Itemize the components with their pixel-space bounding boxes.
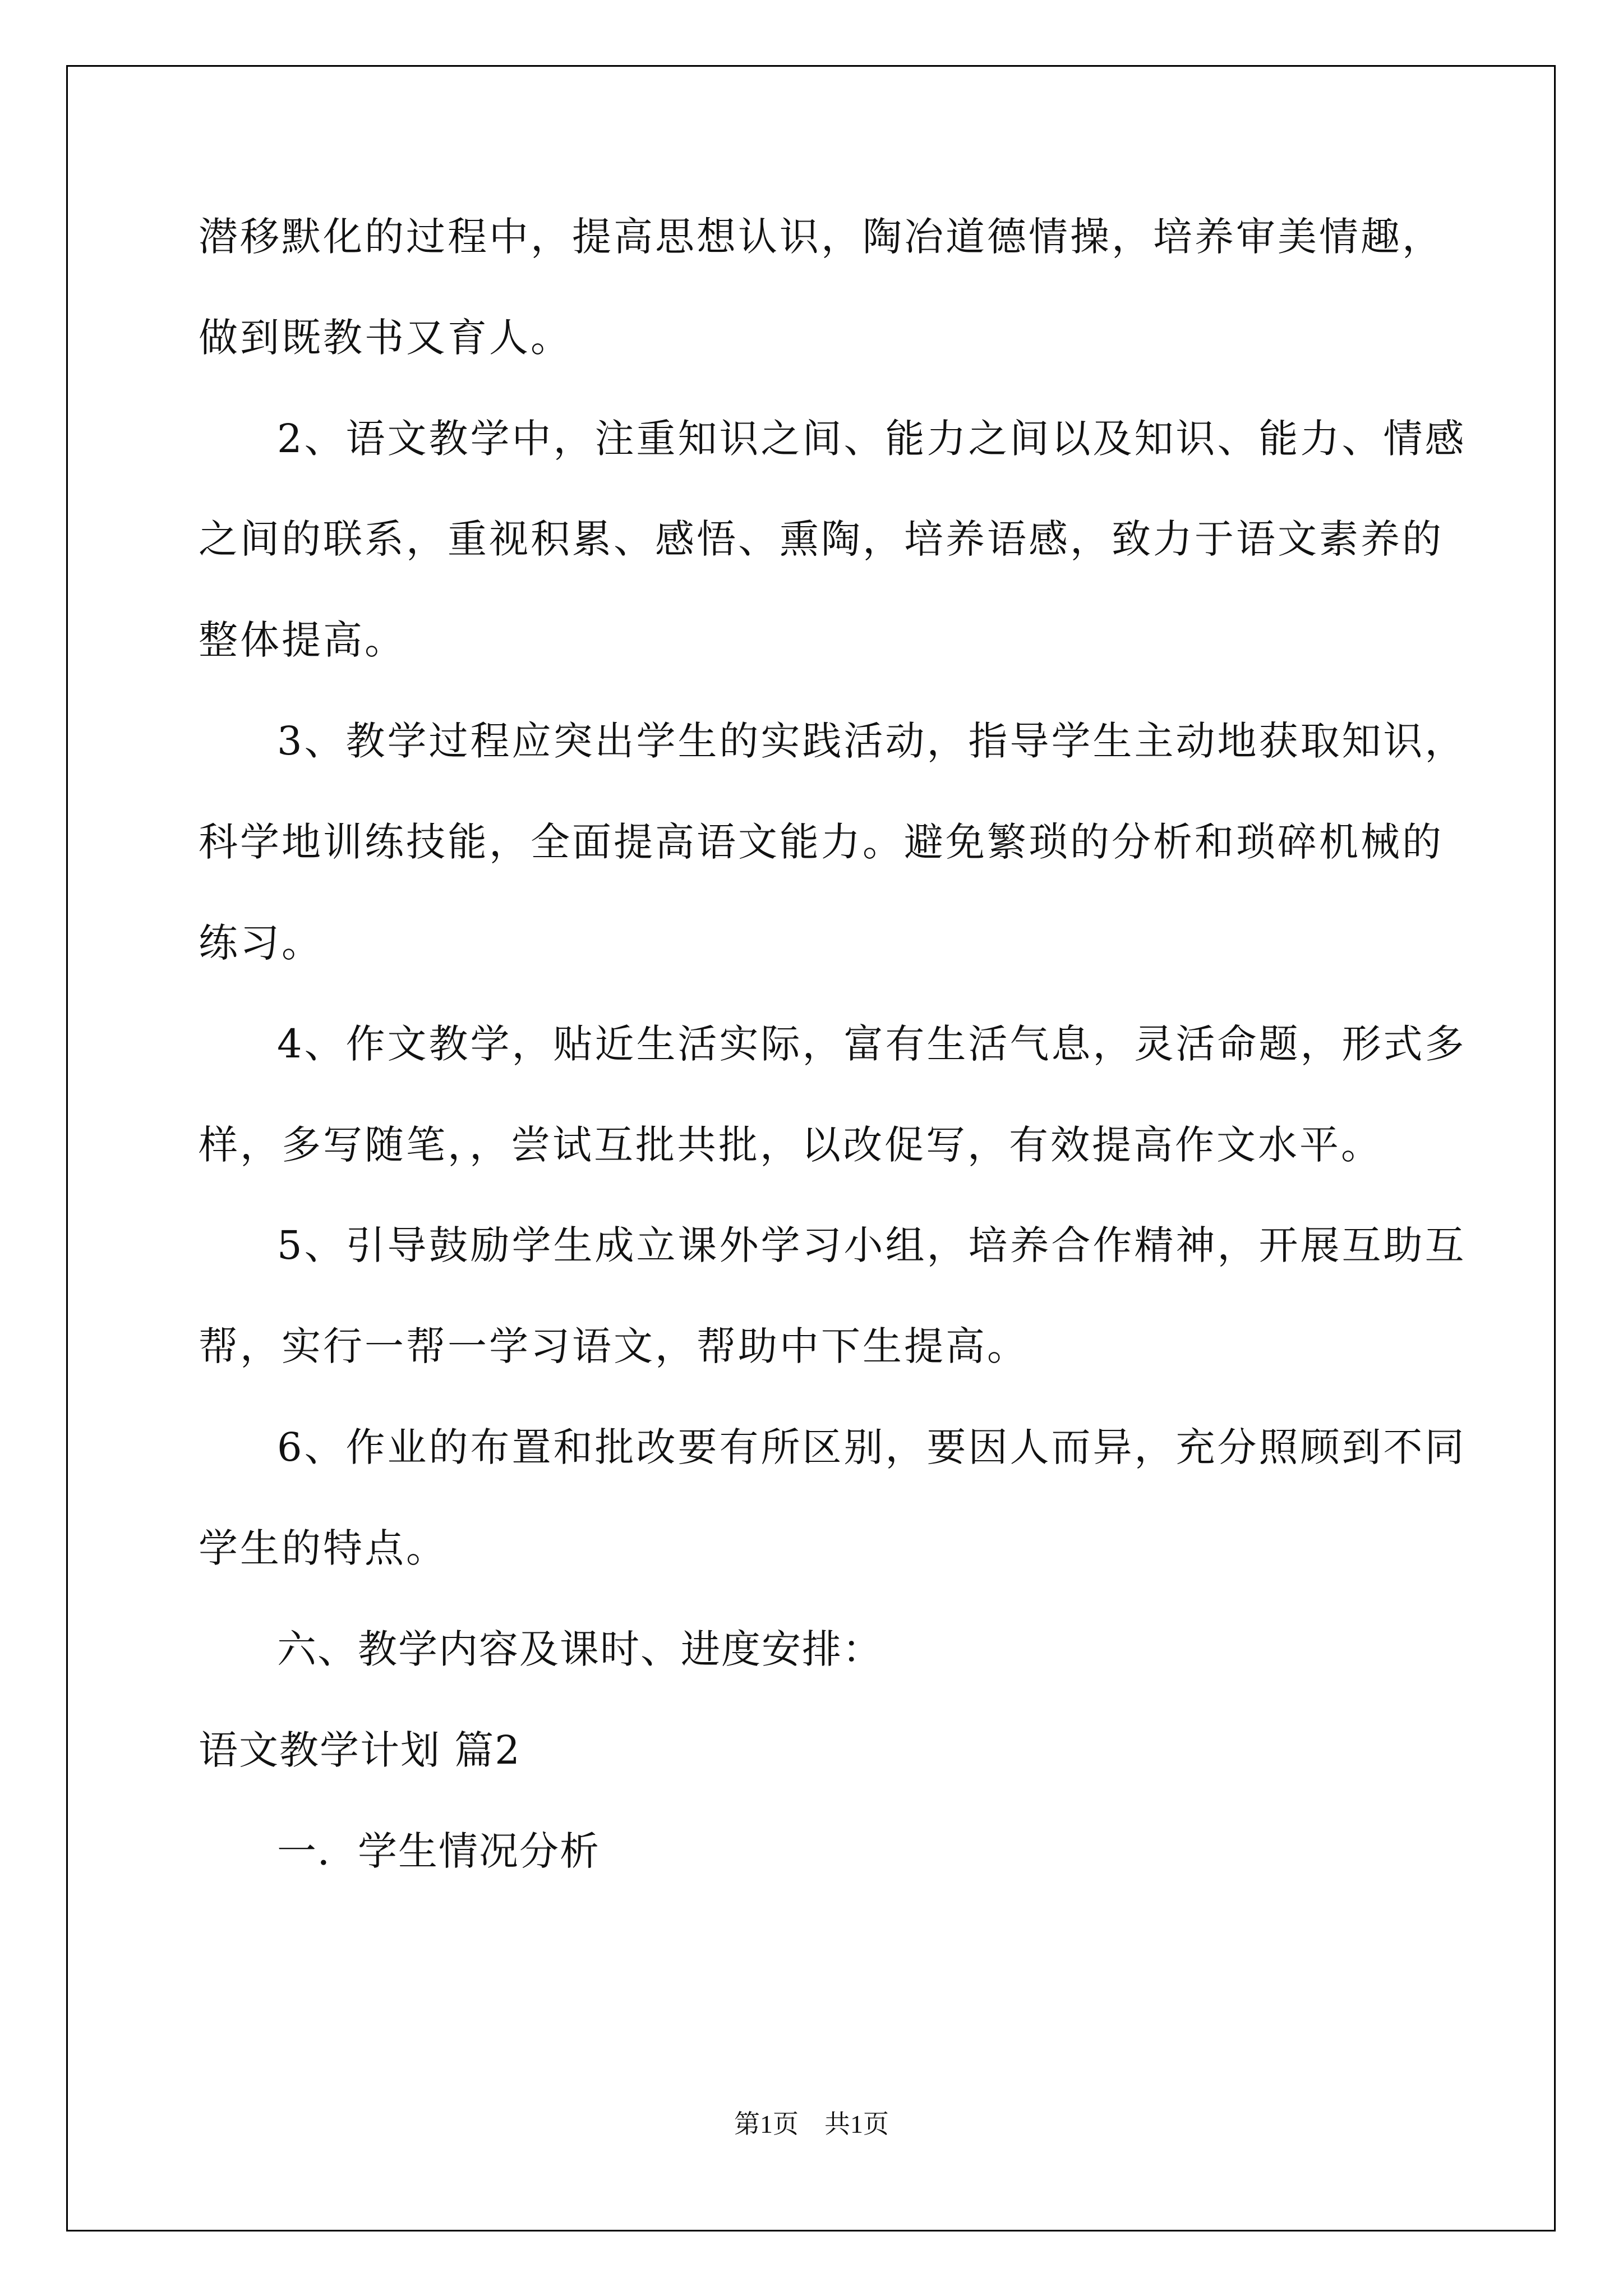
paragraph-5-line-1: 5、引导鼓励学生成立课外学习小组，培养合作精神，开展互助互 xyxy=(277,1222,1467,1268)
section-heading-student-analysis: 一．学生情况分析 xyxy=(277,1828,600,1874)
paragraph-2-line-1: 2、语文教学中，注重知识之间、能力之间以及知识、能力、情感 xyxy=(277,416,1467,462)
document-title-part-2: 语文教学计划 篇2 xyxy=(199,1727,521,1773)
paragraph-4-line-2: 样，多写随笔，，尝试互批共批，以改促写，有效提高作文水平。 xyxy=(199,1122,1382,1168)
paragraph-3-line-2: 科学地训练技能，全面提高语文能力。避免繁琐的分析和琐碎机械的 xyxy=(199,819,1444,865)
paragraph-2-line-3: 整体提高。 xyxy=(199,617,406,663)
paragraph-3-line-3: 练习。 xyxy=(199,920,323,966)
paragraph-5-line-2: 帮，实行一帮一学习语文，帮助中下生提高。 xyxy=(199,1323,1029,1369)
paragraph-1-line-2: 做到既教书又育人。 xyxy=(199,315,572,361)
paragraph-6-line-1: 6、作业的布置和批改要有所区别，要因人而异，充分照顾到不同 xyxy=(277,1424,1467,1470)
page-number-footer: 第1页 共1页 xyxy=(734,2110,889,2138)
section-heading-schedule: 六、教学内容及课时、进度安排： xyxy=(277,1626,883,1672)
paragraph-2-line-2: 之间的联系，重视积累、感悟、熏陶，培养语感，致力于语文素养的 xyxy=(199,516,1444,562)
paragraph-1-line-1: 潜移默化的过程中，提高思想认识，陶冶道德情操，培养审美情趣， xyxy=(199,214,1444,260)
paragraph-4-line-1: 4、作文教学，贴近生活实际，富有生活气息，灵活命题，形式多 xyxy=(277,1021,1467,1067)
paragraph-3-line-1: 3、教学过程应突出学生的实践活动，指导学生主动地获取知识， xyxy=(277,718,1467,764)
paragraph-6-line-2: 学生的特点。 xyxy=(199,1525,448,1571)
